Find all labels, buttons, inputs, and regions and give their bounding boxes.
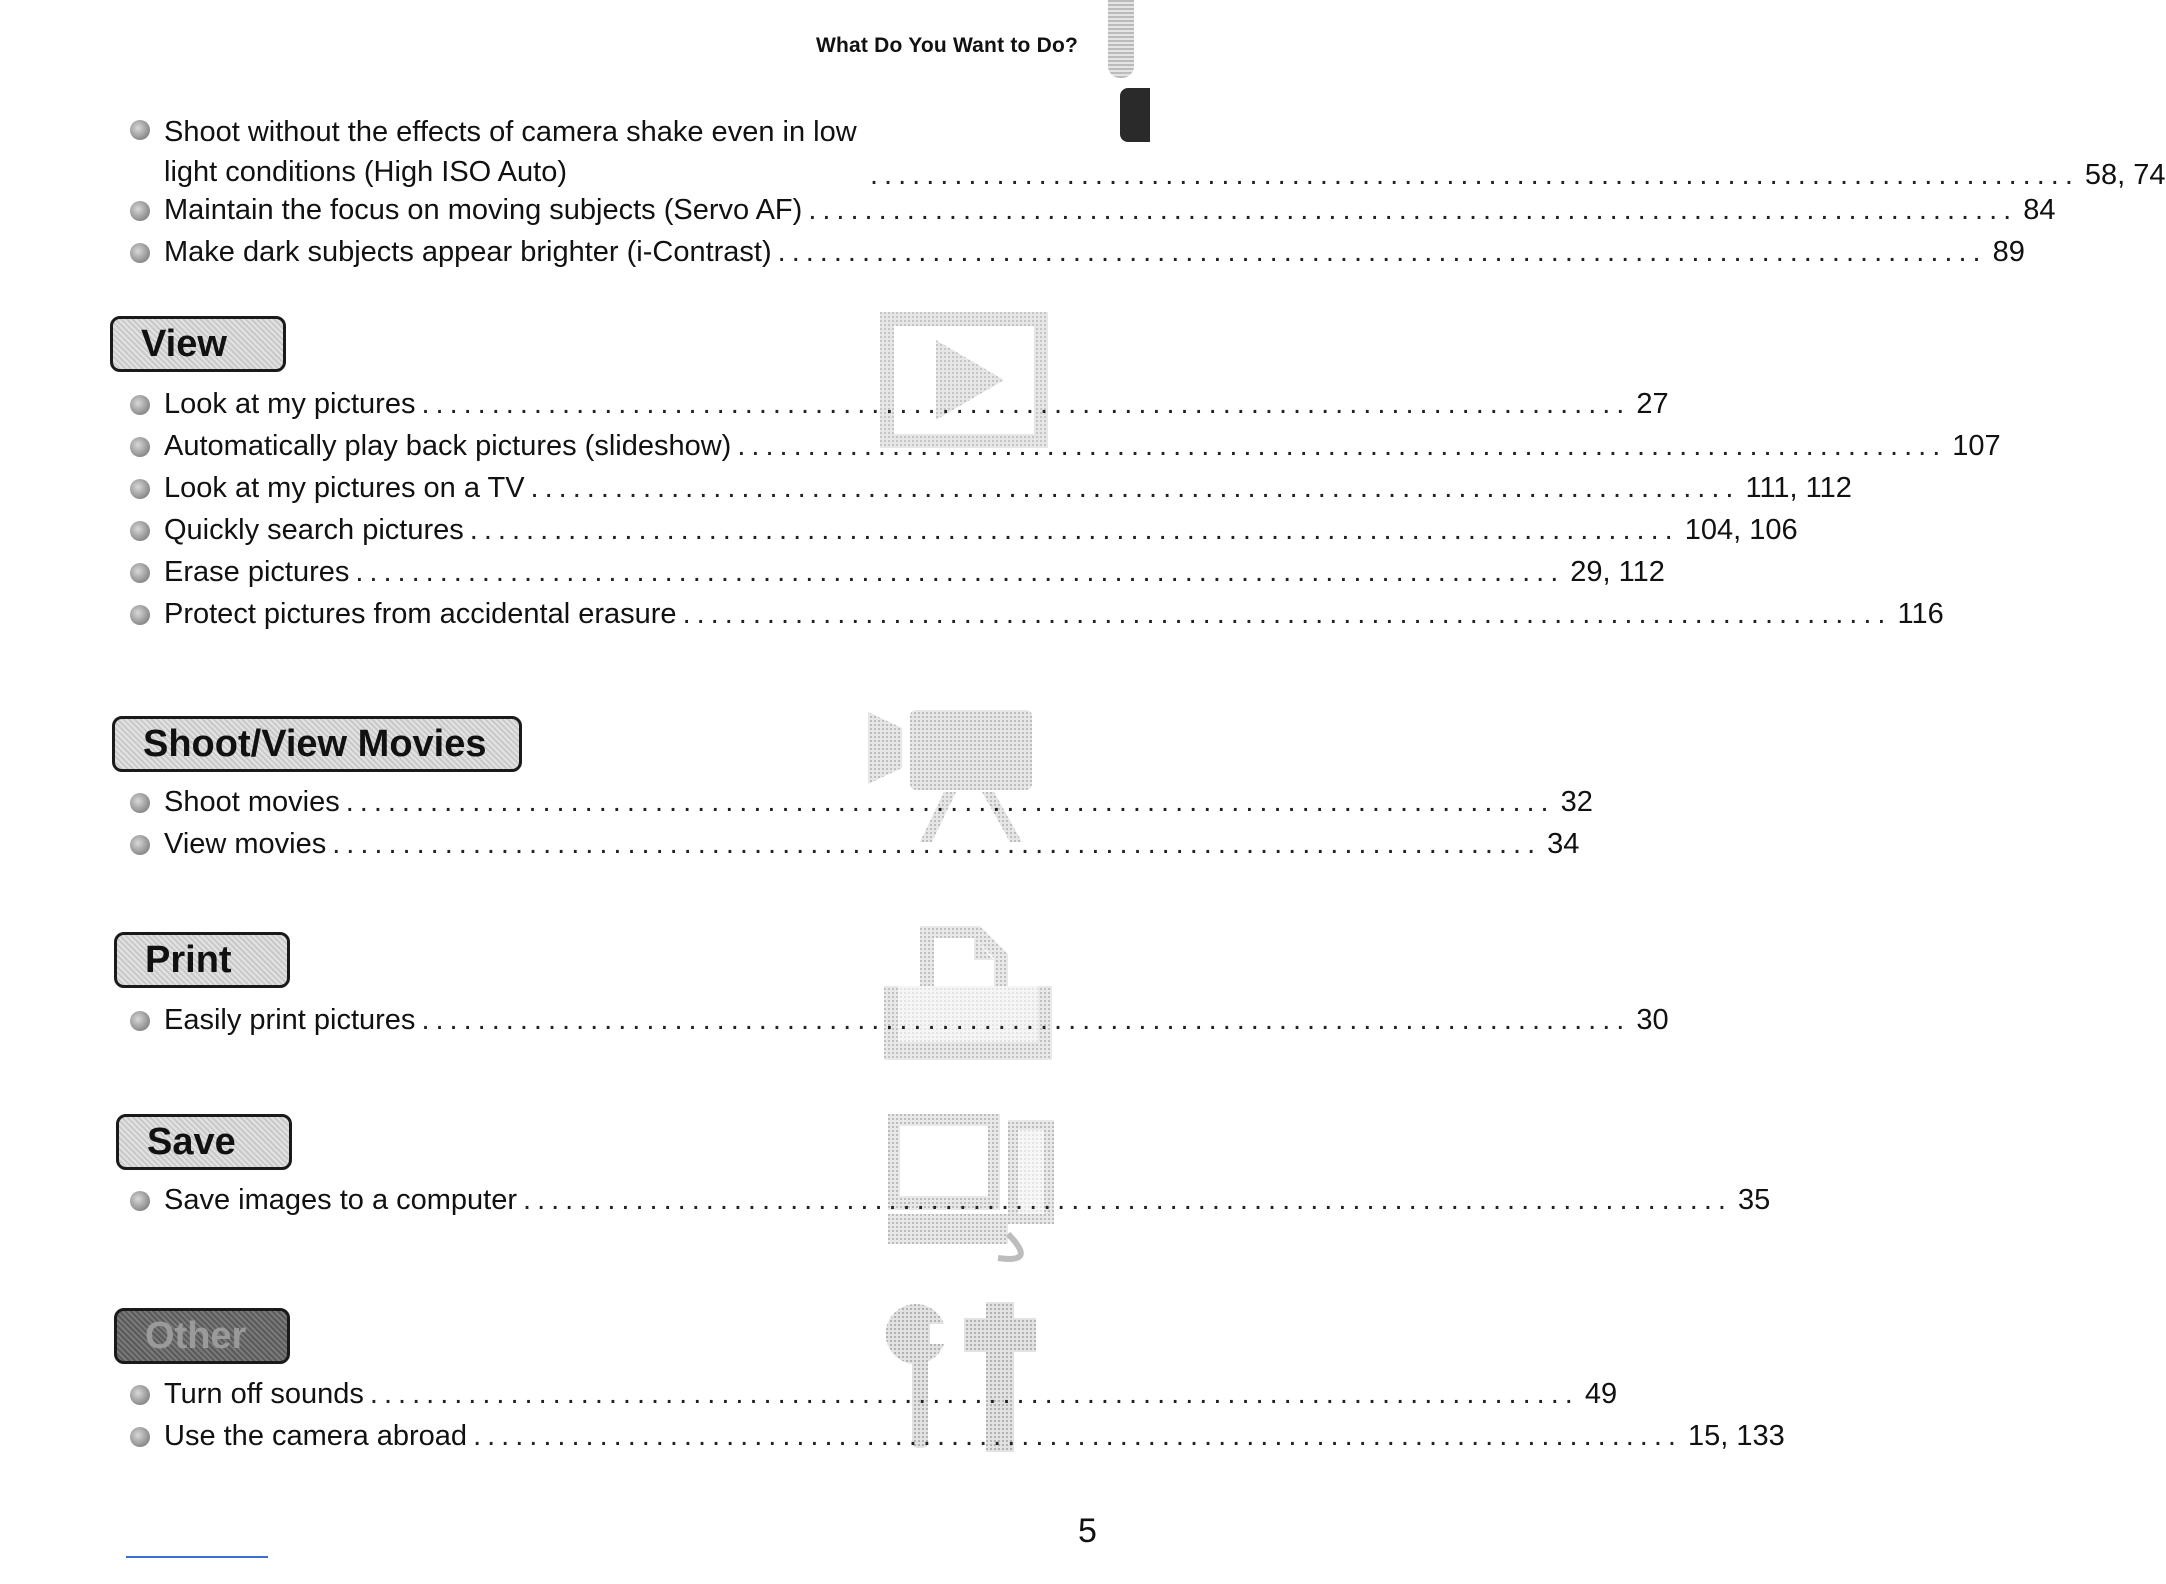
page-header-title: What Do You Want to Do?: [816, 34, 1078, 57]
bullet-icon: [130, 521, 150, 541]
leader-dots: ......................................................................................: [345, 786, 1555, 818]
item-label: Look at my pictures: [164, 388, 416, 420]
item-label: Shoot without the effects of camera shake even in low light conditions (High ISO Auto): [164, 116, 857, 188]
list-item[interactable]: [130, 1184, 1771, 1226]
page-ref[interactable]: 35: [1737, 1184, 1771, 1216]
item-label: Automatically play back pictures (slideshow): [164, 430, 732, 462]
list-item[interactable]: [130, 1004, 1669, 1046]
section-save-heading: Save: [116, 1114, 292, 1170]
print-list: [130, 1004, 1669, 1046]
list-item[interactable]: [130, 786, 1593, 828]
item-label: Look at my pictures on a TV: [164, 472, 525, 504]
leader-dots: ......................................................................................: [369, 1378, 1579, 1410]
list-item[interactable]: [130, 598, 1944, 640]
leader-dots: ......................................................................................: [332, 828, 1542, 860]
leader-dots: ......................................................................................: [682, 598, 1892, 630]
bullet-icon: [130, 835, 150, 855]
leader-dots: ......................................................................................: [421, 1004, 1631, 1036]
bullet-icon: [130, 437, 150, 457]
list-item[interactable]: [130, 1378, 1618, 1420]
list-item[interactable]: [130, 1420, 1785, 1462]
bullet-icon: [130, 1191, 150, 1211]
bullet-icon: [130, 201, 150, 221]
chapter-marker: [1120, 88, 1150, 142]
item-label: View movies: [164, 828, 327, 860]
page-ref[interactable]: 34: [1547, 828, 1580, 860]
page-ref[interactable]: 29, 112: [1570, 556, 1665, 588]
leader-dots: ......................................................................................: [523, 1184, 1732, 1216]
leader-dots: ......................................................................................: [421, 388, 1631, 420]
footer-rule: [126, 1556, 268, 1558]
bullet-icon: [130, 1385, 150, 1405]
shoot-list: [130, 110, 2166, 278]
page-ref[interactable]: 27: [1636, 388, 1669, 420]
list-item[interactable]: [130, 556, 1665, 598]
item-label: Protect pictures from accidental erasure: [164, 598, 677, 630]
page-ref[interactable]: 58, 74: [2084, 159, 2166, 191]
movies-list: [130, 786, 1593, 870]
leader-dots: ......................................................................................: [469, 514, 1679, 546]
item-label: Save images to a computer: [164, 1184, 518, 1216]
page-ref[interactable]: 116: [1897, 598, 1944, 630]
page-ref[interactable]: 84: [2023, 194, 2056, 226]
section-movies-heading: Shoot/View Movies: [112, 716, 522, 772]
item-label: Make dark subjects appear brighter (i-Contrast): [164, 236, 772, 268]
bullet-icon: [130, 120, 150, 140]
page-ref[interactable]: 49: [1584, 1378, 1618, 1410]
page-ref[interactable]: 15, 133: [1687, 1420, 1785, 1452]
bullet-icon: [130, 605, 150, 625]
list-item[interactable]: [130, 472, 1852, 514]
item-label: Shoot movies: [164, 786, 340, 818]
list-item[interactable]: [130, 514, 1798, 556]
list-item[interactable]: [130, 110, 2166, 194]
list-item[interactable]: [130, 430, 2001, 472]
page-ref[interactable]: 107: [1952, 430, 2001, 462]
item-label: Use the camera abroad: [164, 1420, 468, 1452]
leader-dots: ......................................................................................: [870, 159, 2079, 191]
save-list: [130, 1184, 1771, 1226]
edge-tab: [1108, 0, 1134, 78]
page-ref[interactable]: 89: [1992, 236, 2025, 268]
item-label: Easily print pictures: [164, 1004, 416, 1036]
page-ref[interactable]: 111, 112: [1745, 472, 1852, 504]
leader-dots: ......................................................................................: [808, 194, 2018, 226]
bullet-icon: [130, 243, 150, 263]
bullet-icon: [130, 1011, 150, 1031]
view-list: [130, 388, 2001, 640]
leader-dots: ......................................................................................: [355, 556, 1565, 588]
bullet-icon: [130, 479, 150, 499]
item-label: Maintain the focus on moving subjects (Servo AF): [164, 194, 803, 226]
leader-dots: ......................................................................................: [777, 236, 1987, 268]
section-other-heading: Other: [114, 1308, 290, 1364]
list-item[interactable]: [130, 388, 1669, 430]
item-label: Turn off sounds: [164, 1378, 364, 1410]
section-view-heading: View: [110, 316, 286, 372]
list-item[interactable]: [130, 194, 2056, 236]
page-ref[interactable]: 104, 106: [1684, 514, 1798, 546]
item-label: Quickly search pictures: [164, 514, 464, 546]
bullet-icon: [130, 395, 150, 415]
other-list: [130, 1378, 1785, 1462]
page-ref[interactable]: 32: [1560, 786, 1593, 818]
bullet-icon: [130, 1427, 150, 1447]
item-label: Erase pictures: [164, 556, 350, 588]
leader-dots: ......................................................................................: [473, 1420, 1682, 1452]
bullet-icon: [130, 563, 150, 583]
leader-dots: ......................................................................................: [530, 472, 1740, 504]
page-ref[interactable]: 30: [1636, 1004, 1669, 1036]
page-number: 5: [1078, 1512, 1097, 1550]
list-item[interactable]: [130, 828, 1580, 870]
leader-dots: ......................................................................................: [737, 430, 1947, 462]
section-print-heading: Print: [114, 932, 290, 988]
list-item[interactable]: [130, 236, 2025, 278]
bullet-icon: [130, 793, 150, 813]
